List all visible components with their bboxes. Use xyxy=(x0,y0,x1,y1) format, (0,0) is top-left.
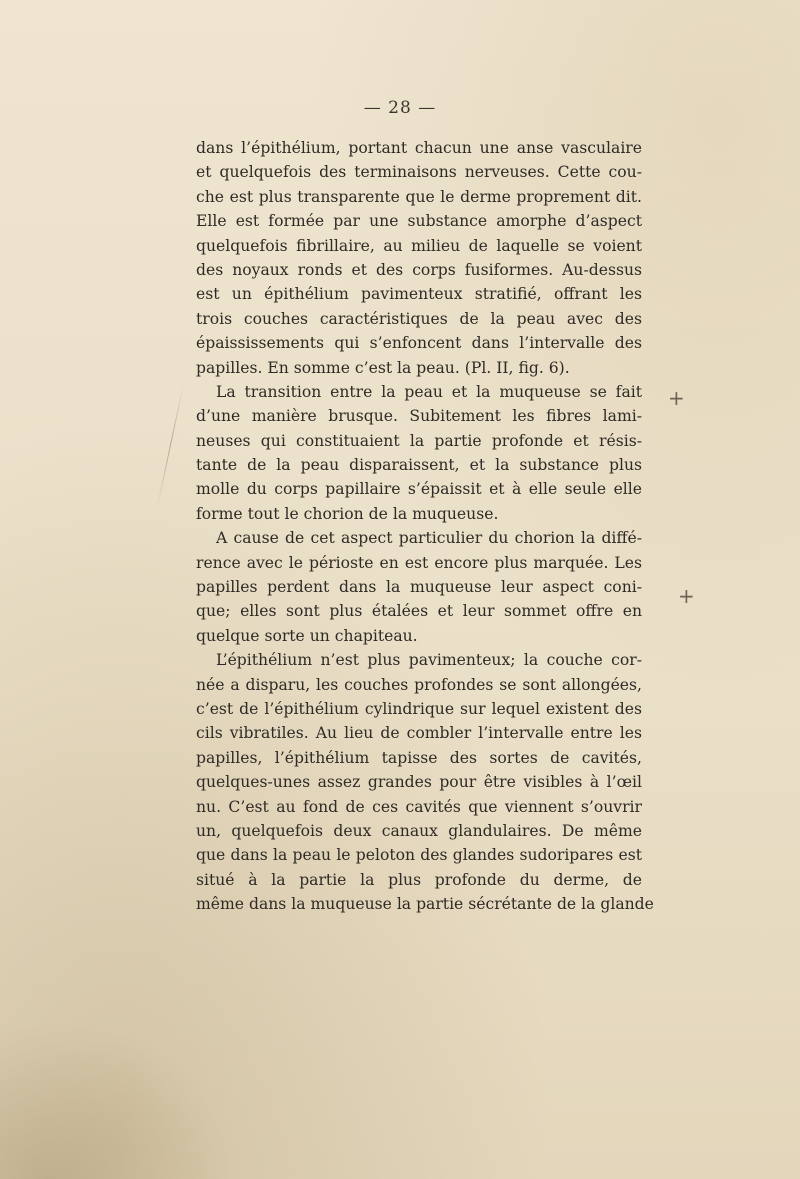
text-line: que; elles sont plus étalées et leur sommet offre en xyxy=(196,602,642,621)
text-line: même dans la muqueuse la partie sécrétante de la glande xyxy=(196,895,654,914)
pencil-mark xyxy=(156,381,184,508)
margin-cross-mark: + xyxy=(678,584,695,608)
page-stain xyxy=(0,1019,240,1179)
text-line: dans l’épithélium, portant chacun une anse vasculaire xyxy=(196,139,642,157)
text-line: quelque sorte un chapiteau. xyxy=(196,626,418,645)
text-line: épaississements qui s’enfoncent dans l’intervalle des xyxy=(196,334,642,353)
text-line: L’épithélium n’est plus pavimenteux; la couche cor- xyxy=(216,651,642,670)
text-line: neuses qui constituaient la partie profonde et résis- xyxy=(196,431,642,450)
text-line: papilles. En somme c’est la peau. (Pl. II, fig. 6). xyxy=(196,358,570,377)
text-line: A cause de cet aspect particulier du chorion la diffé- xyxy=(216,529,642,548)
text-line: des noyaux ronds et des corps fusiformes. Au-dessus xyxy=(196,260,642,279)
text-line: et quelquefois des terminaisons nerveuses. Cette cou- xyxy=(196,163,642,182)
text-line: che est plus transparente que le derme proprement dit. xyxy=(196,187,642,206)
text-line: un, quelquefois deux canaux glandulaires. De même xyxy=(196,821,642,840)
text-line: d’une manière brusque. Subitement les fibres lami- xyxy=(196,407,642,426)
text-line: situé à la partie la plus profonde du derme, de xyxy=(196,870,642,889)
text-line: molle du corps papillaire s’épaissit et à elle seule elle xyxy=(196,480,642,499)
text-line: cils vibratiles. Au lieu de combler l’intervalle entre les xyxy=(196,724,642,743)
text-line: tante de la peau disparaissent, et la substance plus xyxy=(196,456,642,475)
text-line: que dans la peau le peloton des glandes sudoripares est xyxy=(196,846,642,865)
body-text xyxy=(196,136,654,917)
text-line: trois couches caractéristiques de la peau avec des xyxy=(196,309,642,328)
text-line: quelques-unes assez grandes pour être visibles à l’œil xyxy=(196,773,642,792)
text-line: nu. C’est au fond de ces cavités que viennent s’ouvrir xyxy=(196,797,642,816)
text-line: La transition entre la peau et la muqueuse se fait xyxy=(216,382,642,401)
text-line: est un épithélium pavimenteux stratifié, offrant les xyxy=(196,285,642,304)
text-line: quelquefois fibrillaire, au milieu de laquelle se voient xyxy=(196,236,642,255)
margin-cross-mark: + xyxy=(668,386,685,410)
text-line: née a disparu, les couches profondes se sont allongées, xyxy=(196,675,642,694)
text-line: rence avec le périoste en est encore plus marquée. Les xyxy=(196,553,642,572)
page-number: — 28 — xyxy=(363,98,437,118)
text-line: papilles, l’épithélium tapisse des sortes de cavités, xyxy=(196,748,642,767)
text-line: c’est de l’épithélium cylindrique sur lequel existent des xyxy=(196,699,642,718)
text-line: forme tout le chorion de la muqueuse. xyxy=(196,504,499,523)
text-line: Elle est formée par une substance amorphe d’aspect xyxy=(196,212,642,231)
text-line: papilles perdent dans la muqueuse leur aspect coni- xyxy=(196,578,642,597)
